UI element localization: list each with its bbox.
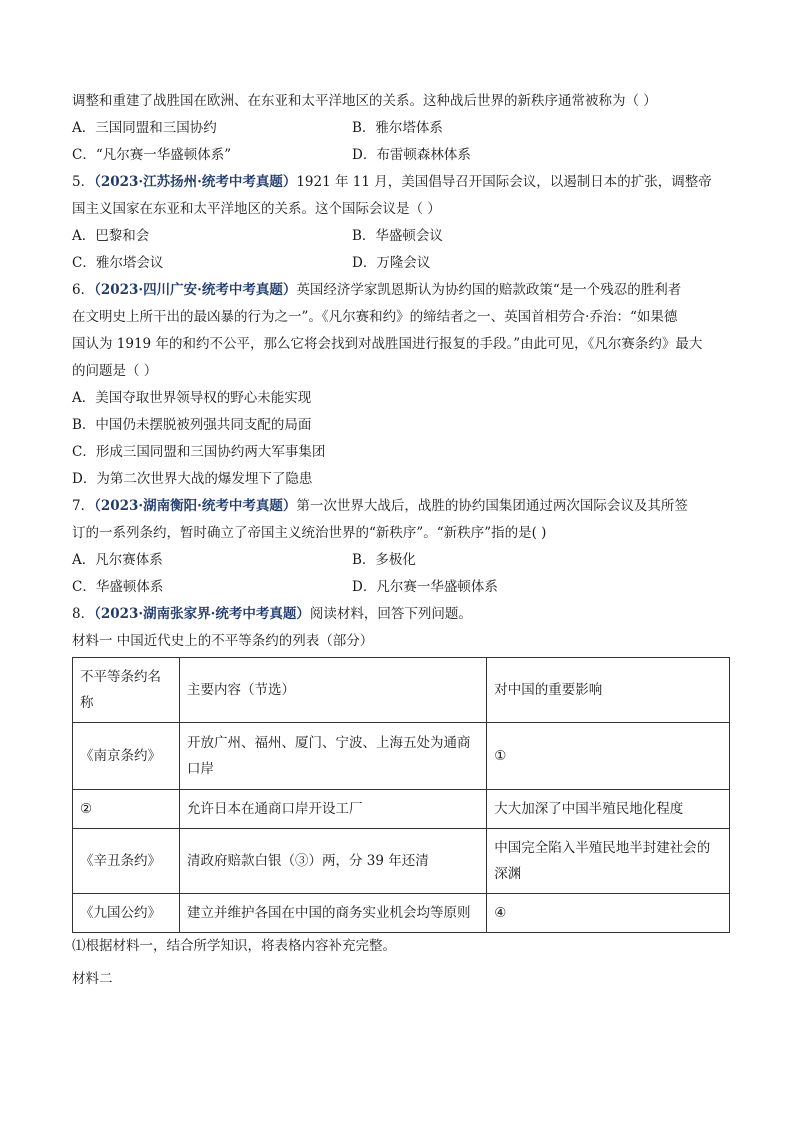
cell-treaty-name-blank[interactable]: ②	[73, 790, 180, 829]
cell-impact-blank[interactable]: ①	[487, 723, 730, 790]
q5-option-c[interactable]: C．雅尔塔会议	[72, 255, 164, 271]
table-row	[73, 829, 730, 894]
q4-stem: 调整和重建了战胜国在欧洲、在东亚和太平洋地区的关系。这种战后世界的新秩序通常被称为（ ）	[72, 93, 657, 109]
q6-option-b[interactable]: B．中国仍未摆脱被列强共同支配的局面	[72, 417, 312, 433]
q5-options-row2	[72, 250, 732, 277]
q5-stem-line2: 国主义国家在东亚和太平洋地区的关系。这个国际会议是（ ）	[72, 201, 441, 217]
cell-treaty-name: 《九国公约》	[73, 894, 180, 933]
q6-source: （2023·四川广安·统考中考真题）	[94, 282, 297, 298]
q6-stem-line1	[72, 277, 732, 304]
cell-main-content: 允许日本在通商口岸开设工厂	[180, 790, 487, 829]
q7-option-b[interactable]: B．多极化	[352, 552, 416, 568]
q6-stem-line4: 的问题是（ ）	[72, 363, 158, 379]
q5-stem-line1	[72, 169, 732, 196]
q6-stem-line3: 国认为 1919 年的和约不公平，那么它将会找到对战胜国进行报复的手段。”由此可见，《凡尔赛条约》最大	[72, 336, 703, 352]
q8-subquestion-1: ⑴根据材料一，结合所学知识，将表格内容补充完整。	[72, 938, 396, 954]
q7-stem-line2: 订的一系列条约，暂时确立了帝国主义统治世界的“新秩序”。“新秩序”指的是( )	[72, 525, 547, 541]
header-impact: 对中国的重要影响	[487, 658, 730, 723]
q7-number: 7．	[72, 498, 95, 514]
q6-option-c[interactable]: C．形成三国同盟和三国协约两大军事集团	[72, 444, 326, 460]
q7-options-row2	[72, 574, 732, 601]
q4-option-d[interactable]: D．布雷顿森林体系	[352, 147, 471, 163]
q6-option-d[interactable]: D．为第二次世界大战的爆发埋下了隐患	[72, 471, 313, 487]
q7-option-d[interactable]: D．凡尔赛一华盛顿体系	[352, 579, 498, 595]
q4-option-b[interactable]: B．雅尔塔体系	[352, 120, 443, 136]
q4-option-a[interactable]: A．三国同盟和三国协约	[72, 120, 217, 136]
q8-number: 8．	[72, 606, 95, 622]
q8-stem-text: 阅读材料，回答下列问题。	[309, 606, 472, 622]
q8-stem	[72, 601, 732, 628]
material1-title: 材料一 中国近代史上的不平等条约的列表（部分）	[72, 633, 374, 649]
q6-option-a[interactable]: A．美国夺取世界领导权的野心未能实现	[72, 390, 312, 406]
q5-option-a[interactable]: A．巴黎和会	[72, 228, 150, 244]
table-header-row	[73, 658, 730, 723]
q4-options-row2	[72, 142, 732, 169]
cell-impact: 中国完全陷入半殖民地半封建社会的深渊	[487, 829, 730, 894]
header-treaty-name: 不平等条约名称	[73, 658, 180, 723]
cell-main-content: 建立并维护各国在中国的商务实业机会均等原则	[180, 894, 487, 933]
cell-treaty-name: 《南京条约》	[73, 723, 180, 790]
q5-option-b[interactable]: B．华盛顿会议	[352, 228, 443, 244]
q4-options-row1	[72, 115, 732, 142]
q4-option-c[interactable]: C．“凡尔赛一华盛顿体系”	[72, 147, 232, 163]
table-row	[73, 894, 730, 933]
q6-number: 6．	[72, 282, 95, 298]
q7-source: （2023·湖南衡阳·统考中考真题）	[94, 498, 297, 514]
q5-source: （2023·江苏扬州·统考中考真题）	[94, 174, 297, 190]
table-row	[73, 790, 730, 829]
q7-option-c[interactable]: C．华盛顿体系	[72, 579, 164, 595]
q5-options-row1	[72, 223, 732, 250]
cell-impact-blank[interactable]: ④	[487, 894, 730, 933]
cell-treaty-name: 《辛丑条约》	[73, 829, 180, 894]
material2-title: 材料二	[72, 971, 113, 987]
q7-options-row1	[72, 547, 732, 574]
q5-stem-text: 1921 年 11 月，美国倡导召开国际会议，以遏制日本的扩张，调整帝	[296, 174, 712, 190]
q8-source: （2023·湖南张家界·统考中考真题）	[94, 606, 310, 622]
q5-number: 5．	[72, 174, 95, 190]
q7-option-a[interactable]: A．凡尔赛体系	[72, 552, 163, 568]
q6-stem-text: 英国经济学家凯恩斯认为协约国的赔款政策“是一个残忍的胜利者	[296, 282, 682, 298]
cell-impact: 大大加深了中国半殖民地化程度	[487, 790, 730, 829]
table-row	[73, 723, 730, 790]
q6-stem-line2: 在文明史上所干出的最凶暴的行为之一”。《凡尔赛和约》的缔结者之一、英国首相劳合·乔治：“如果德	[72, 309, 678, 325]
header-main-content: 主要内容（节选）	[180, 658, 487, 723]
q5-option-d[interactable]: D．万隆会议	[352, 255, 431, 271]
q7-stem-line1	[72, 493, 732, 520]
treaty-table	[72, 657, 730, 933]
q7-stem-text: 第一次世界大战后，战胜的协约国集团通过两次国际会议及其所签	[296, 498, 688, 514]
cell-main-content: 清政府赔款白银（③）两，分 39 年还清	[180, 829, 487, 894]
cell-main-content: 开放广州、福州、厦门、宁波、上海五处为通商口岸	[180, 723, 487, 790]
exam-page	[72, 88, 732, 993]
